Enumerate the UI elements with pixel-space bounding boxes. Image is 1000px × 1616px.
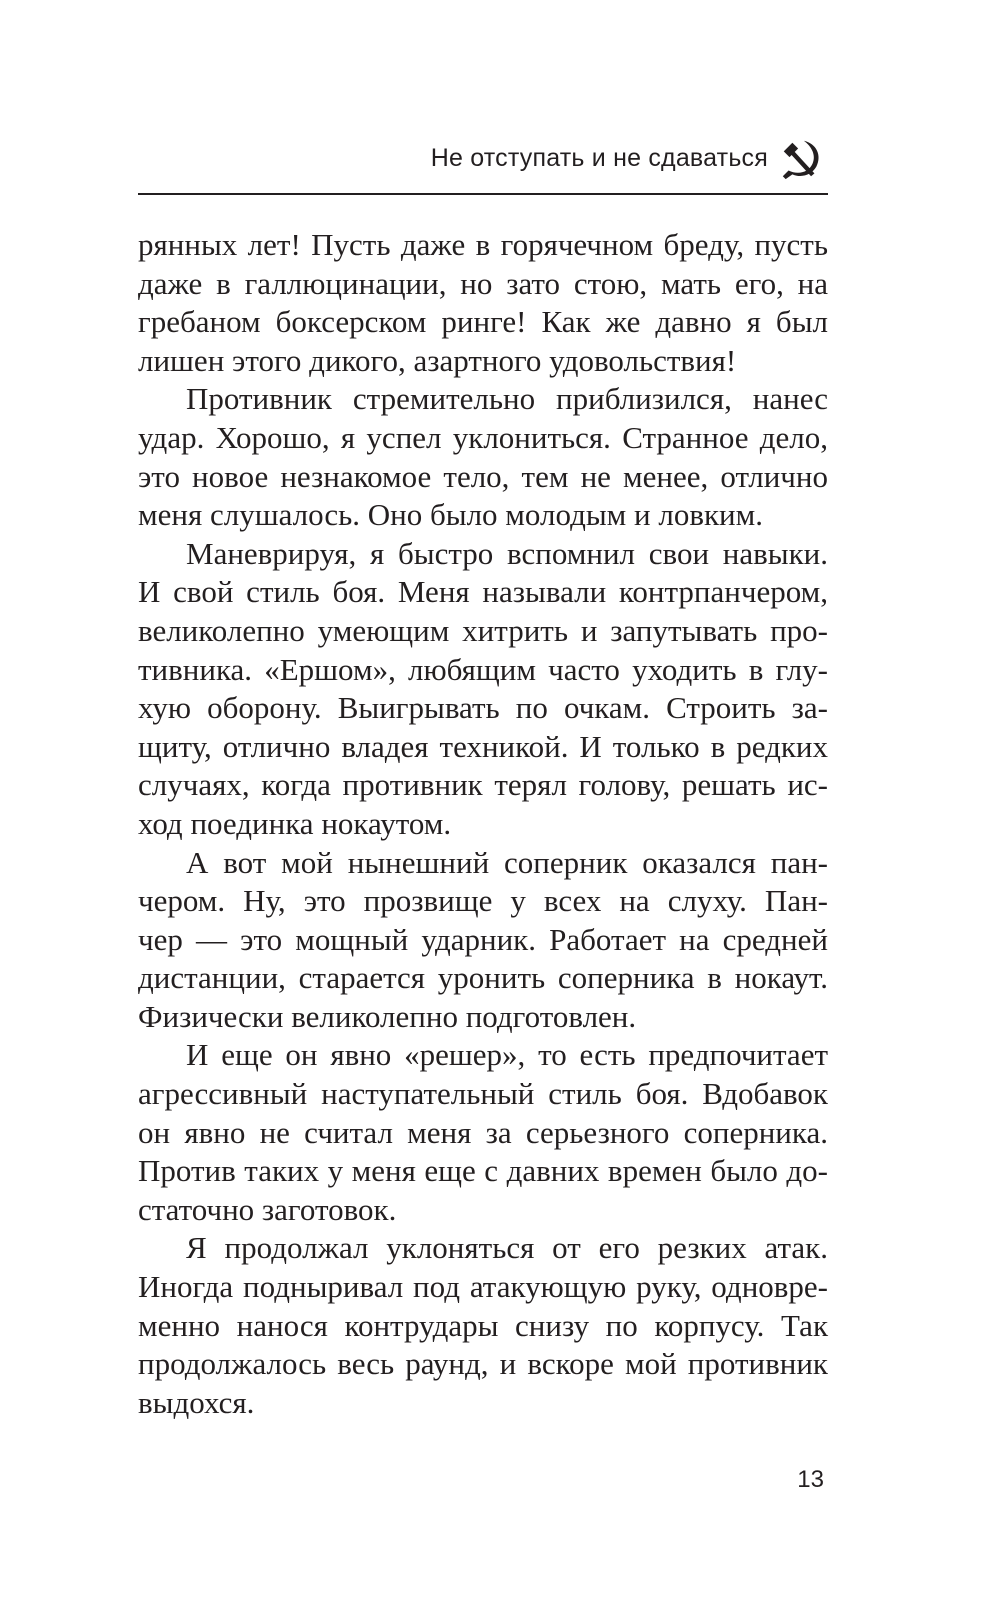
text-line: Иногда подныривал под атакующую руку, одновре- <box>138 1269 828 1305</box>
text-line: продолжалось весь раунд, и вскоре мой противник <box>138 1346 828 1382</box>
text-line: хую оборону. Выигрывать по очкам. Строить за- <box>138 690 828 726</box>
paragraph <box>138 1036 828 1229</box>
text-line: лишен этого дикого, азартного удовольствия! <box>138 342 737 378</box>
hammer-and-sickle-icon <box>778 136 824 182</box>
paragraph <box>138 844 828 1037</box>
body-text <box>138 226 828 1422</box>
text-line: чер — это мощный ударник. Работает на средней <box>138 921 828 957</box>
text-line: чером. Ну, это прозвище у всех на слуху. Пан- <box>138 883 828 919</box>
text-line: И еще он явно «решер», то есть предпочитает <box>186 1037 828 1073</box>
text-line: великолепно умеющим хитрить и запутывать про- <box>138 612 828 648</box>
text-line: щиту, отлично владея техникой. И только в редких <box>138 728 828 764</box>
paragraph <box>138 1229 828 1422</box>
text-line: он явно не считал меня за серьезного соперника. <box>138 1114 828 1150</box>
header-divider <box>138 193 828 195</box>
text-line: дистанции, старается уронить соперника в нокаут. <box>138 960 828 996</box>
running-header <box>138 136 828 188</box>
text-line: Я продолжал уклоняться от его резких атак. <box>186 1230 828 1266</box>
paragraph <box>138 226 828 380</box>
text-line: даже в галлюцинации, но зато стою, мать его, на <box>138 265 828 301</box>
text-line: И свой стиль боя. Меня называли контрпанчером, <box>138 574 828 610</box>
text-line: Маневрируя, я быстро вспомнил свои навыки. <box>186 535 828 571</box>
text-line: гребаном боксерском ринге! Как же давно я был <box>138 304 828 340</box>
book-title: Не отступать и не сдаваться <box>430 144 768 172</box>
text-line: Физически великолепно подготовлен. <box>138 998 637 1034</box>
text-line: выдохся. <box>138 1384 255 1420</box>
text-line: Противник стремительно приблизился, нанес <box>186 381 828 417</box>
text-line: ход поединка нокаутом. <box>138 805 452 841</box>
text-line: это новое незнакомое тело, тем не менее, отлично <box>138 458 828 494</box>
text-line: агрессивный наступательный стиль боя. Вдобавок <box>138 1076 828 1112</box>
text-line: статочно заготовок. <box>138 1191 397 1227</box>
paragraph <box>138 380 828 534</box>
text-line: рянных лет! Пусть даже в горячечном бреду, пусть <box>138 227 828 262</box>
text-line: Против таких у меня еще с давних времен было до- <box>138 1153 828 1189</box>
page-number: 13 <box>797 1466 824 1493</box>
paragraph <box>138 535 828 844</box>
text-line: случаях, когда противник терял голову, решать ис- <box>138 767 828 803</box>
text-line: удар. Хорошо, я успел уклониться. Странное дело, <box>138 419 828 455</box>
text-line: меня слушалось. Оно было молодым и ловким. <box>138 497 764 533</box>
text-line: менно нанося контрудары снизу по корпусу. Так <box>138 1307 828 1343</box>
text-line: А вот мой нынешний соперник оказался пан- <box>186 844 828 880</box>
text-line: тивника. «Ершом», любящим часто уходить в глу- <box>138 651 828 687</box>
